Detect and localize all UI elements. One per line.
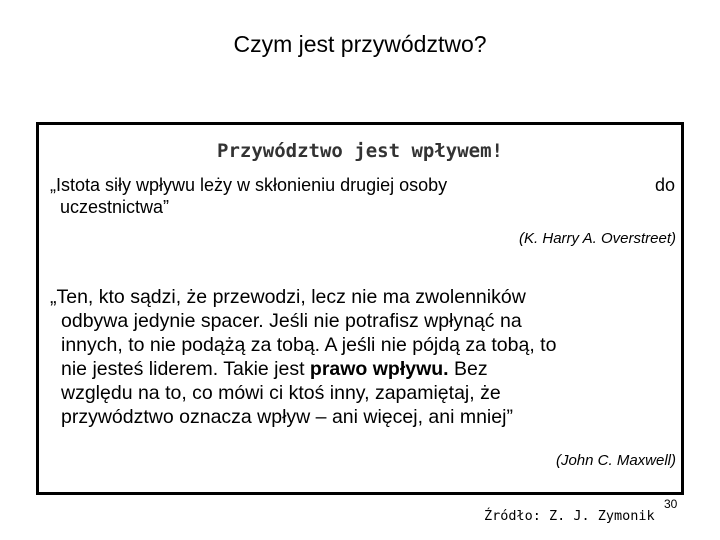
quote-maxwell-line-6: przywództwo oznacza wpływ – ani więcej, ani mniej”: [61, 406, 513, 428]
quote-maxwell-line-5: względu na to, co mówi ci ktoś inny, zapamiętaj, że: [61, 382, 501, 404]
quote-maxwell-line-4-start: nie jesteś liderem. Takie jest: [61, 358, 310, 380]
quote-maxwell-line-4-end: Bez: [448, 358, 488, 380]
quote-overstreet-author: (K. Harry A. Overstreet): [519, 230, 676, 247]
quote-maxwell-author: (John C. Maxwell): [555, 452, 676, 469]
quote-maxwell: [50, 285, 675, 429]
quote-maxwell-line-1: „Ten, kto sądzi, że przewodzi, lecz nie ma zwolenników: [50, 286, 526, 308]
quote-overstreet-line-1-end: do: [654, 175, 675, 195]
quote-overstreet: [50, 174, 675, 218]
slide-title: Czym jest przywództwo?: [233, 31, 487, 57]
quote-maxwell-emphasis: prawo wpływu.: [309, 358, 449, 380]
page-number: 30: [664, 497, 678, 511]
quote-maxwell-line-4: [50, 357, 675, 381]
source-note: Źródło: Z. J. Zymonik: [484, 508, 655, 524]
quote-overstreet-line-1: [50, 174, 675, 196]
quote-overstreet-line-1-text: „Istota siły wpływu leży w skłonieniu drugiej osoby: [50, 175, 448, 195]
slide-heading: Przywództwo jest wpływem!: [217, 140, 503, 162]
quote-overstreet-line-2: uczestnictwa”: [60, 197, 170, 217]
quote-maxwell-line-3: innych, to nie podążą za tobą. A jeśli nie pójdą za tobą, to: [61, 334, 557, 356]
quote-maxwell-line-2: odbywa jedynie spacer. Jeśli nie potrafisz wpłynąć na: [61, 310, 522, 332]
